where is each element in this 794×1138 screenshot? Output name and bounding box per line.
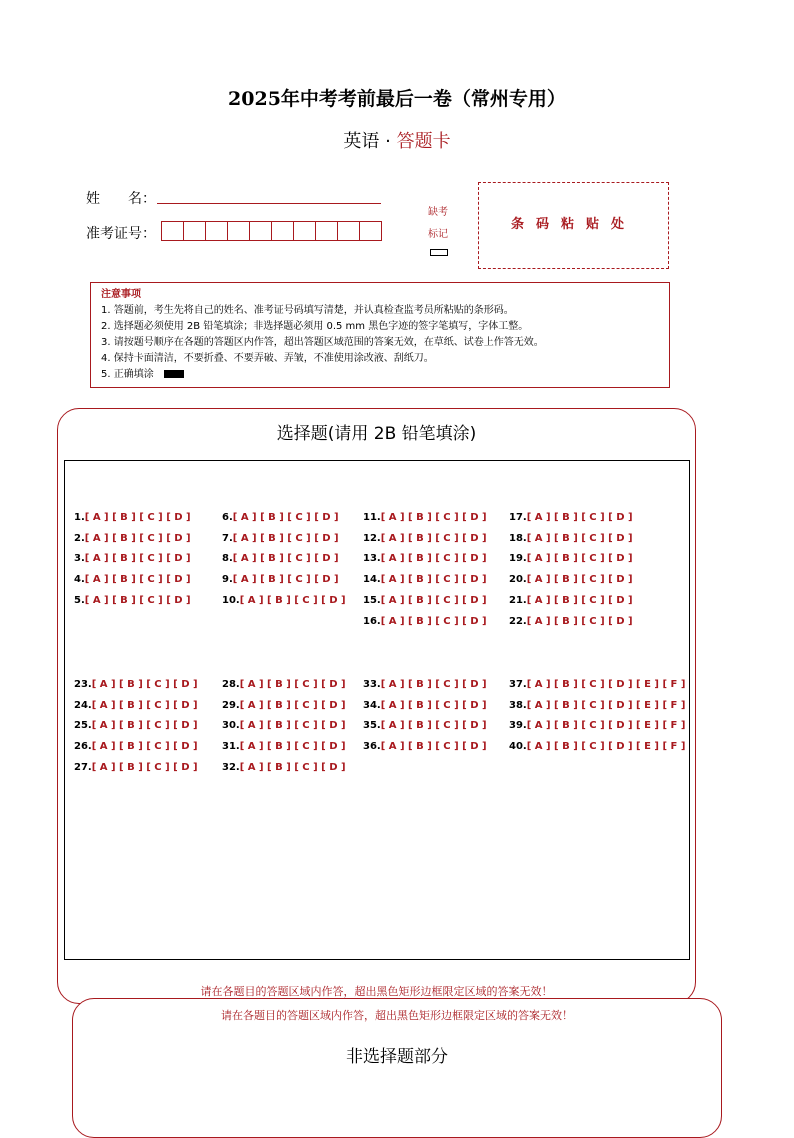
card-type-label: 答题卡 [396,131,451,152]
id-digit-box[interactable] [315,221,338,241]
question-number: 4. [74,574,85,585]
question-number: 38. [509,700,527,711]
notice-item: 3. 请按题号顺序在各题的答题区内作答，超出答题区域范围的答案无效，在草纸、试卷上作答无效。 [101,337,544,348]
question-row [222,574,339,585]
question-row [509,720,685,731]
notice-item-5 [101,367,659,383]
answer-options[interactable]: [ A ] [ B ] [ C ] [ D ] [84,533,191,544]
question-number: 31. [222,741,240,752]
answer-options[interactable]: [ A ] [ B ] [ C ] [ D ] [526,512,633,523]
page-subtitle [0,127,794,153]
answer-options[interactable]: [ A ] [ B ] [ C ] [ D ] [380,595,487,606]
question-number: 35. [363,720,381,731]
question-number: 36. [363,741,381,752]
question-row [509,700,685,711]
question-number: 8. [222,553,233,564]
non-choice-warning: 请在各题目的答题区域内作答，超出黑色矩形边框限定区域的答案无效！ [221,1009,573,1022]
question-number: 37. [509,679,527,690]
question-number: 39. [509,720,527,731]
question-row [222,762,346,773]
id-number-boxes[interactable] [161,221,381,241]
question-row [74,595,191,606]
answer-options[interactable]: [ A ] [ B ] [ C ] [ D ] [91,720,198,731]
subtitle-dot: · [385,131,391,152]
notice-box [90,282,670,388]
answer-options[interactable]: [ A ] [ B ] [ C ] [ D ] [91,741,198,752]
name-label: 姓 名： [86,191,156,207]
answer-options[interactable]: [ A ] [ B ] [ C ] [ D ] [239,741,346,752]
answer-options[interactable]: [ A ] [ B ] [ C ] [ D ] [232,574,339,585]
question-row [509,533,633,544]
question-number: 40. [509,741,527,752]
question-number: 20. [509,574,527,585]
notice-item: 4. 保持卡面清洁，不要折叠、不要弄破、弄皱，不准使用涂改液、刮纸刀。 [101,353,434,364]
id-digit-box[interactable] [205,221,228,241]
question-row [363,553,487,564]
notice-item: 2. 选择题必须使用 2B 铅笔填涂；非选择题必须用 0.5 mm 黑色字迹的签字笔填写，字体工整。 [101,321,529,332]
question-row [222,700,346,711]
question-row [363,741,487,752]
answer-options[interactable]: [ A ] [ B ] [ C ] [ D ] [380,616,487,627]
question-number: 6. [222,512,233,523]
page-title: 2025年中考考前最后一卷（常州专用） [228,88,566,110]
answer-options[interactable]: [ A ] [ B ] [ C ] [ D ] [232,533,339,544]
answer-options[interactable]: [ A ] [ B ] [ C ] [ D ] [239,720,346,731]
answer-options[interactable]: [ A ] [ B ] [ C ] [ D ] [ E ] [ F ] [526,741,686,752]
answer-options[interactable]: [ A ] [ B ] [ C ] [ D ] [ E ] [ F ] [526,720,686,731]
answer-options[interactable]: [ A ] [ B ] [ C ] [ D ] [91,700,198,711]
question-number: 3. [74,553,85,564]
question-number: 1. [74,512,85,523]
absent-label-line1: 缺考 [428,207,448,218]
question-row [74,741,198,752]
question-number: 14. [363,574,381,585]
question-number: 33. [363,679,381,690]
question-row [363,679,487,690]
question-row [74,574,191,585]
id-digit-box[interactable] [359,221,382,241]
non-choice-section-title: 非选择题部分 [346,1047,448,1067]
absent-label-line2: 标记 [428,229,448,240]
question-row [222,741,346,752]
choice-section-title: 选择题(请用 2B 铅笔填涂) [276,424,477,444]
question-row [363,574,487,585]
question-row [509,512,633,523]
answer-options[interactable]: [ A ] [ B ] [ C ] [ D ] [232,553,339,564]
question-number: 32. [222,762,240,773]
answer-options[interactable]: [ A ] [ B ] [ C ] [ D ] [84,553,191,564]
question-number: 25. [74,720,92,731]
correct-fill-example [164,370,184,378]
answer-options[interactable]: [ A ] [ B ] [ C ] [ D ] [526,533,633,544]
question-number: 16. [363,616,381,627]
question-number: 19. [509,553,527,564]
id-digit-box[interactable] [161,221,184,241]
answer-options[interactable]: [ A ] [ B ] [ C ] [ D ] [239,595,346,606]
answer-options[interactable]: [ A ] [ B ] [ C ] [ D ] [380,741,487,752]
question-number: 24. [74,700,92,711]
id-digit-box[interactable] [183,221,206,241]
question-row [363,700,487,711]
answer-options[interactable]: [ A ] [ B ] [ C ] [ D ] [526,595,633,606]
question-number: 2. [74,533,85,544]
question-row [222,679,346,690]
answer-options[interactable]: [ A ] [ B ] [ C ] [ D ] [380,679,487,690]
question-number: 11. [363,512,381,523]
question-row [74,533,191,544]
answer-options[interactable]: [ A ] [ B ] [ C ] [ D ] [84,595,191,606]
answer-options[interactable]: [ A ] [ B ] [ C ] [ D ] [91,679,198,690]
question-number: 7. [222,533,233,544]
question-row [509,741,685,752]
question-row [222,512,339,523]
subject-label: 英语 [343,131,380,152]
question-row [74,679,198,690]
question-row [509,553,633,564]
question-number: 34. [363,700,381,711]
name-field[interactable] [157,203,381,204]
answer-options[interactable]: [ A ] [ B ] [ C ] [ D ] [239,700,346,711]
id-digit-box[interactable] [227,221,250,241]
question-row [509,616,633,627]
question-row [74,512,191,523]
question-row [363,720,487,731]
question-row [509,574,633,585]
answer-options[interactable]: [ A ] [ B ] [ C ] [ D ] [380,512,487,523]
question-number: 17. [509,512,527,523]
answer-options[interactable]: [ A ] [ B ] [ C ] [ D ] [380,533,487,544]
answer-options[interactable]: [ A ] [ B ] [ C ] [ D ] [84,574,191,585]
choice-warning: 请在各题目的答题区域内作答，超出黑色矩形边框限定区域的答案无效！ [200,985,553,998]
question-number: 9. [222,574,233,585]
notice-item: 5. 正确填涂 [101,369,154,380]
question-number: 13. [363,553,381,564]
question-row [222,720,346,731]
question-number: 15. [363,595,381,606]
answer-options[interactable]: [ A ] [ B ] [ C ] [ D ] [232,512,339,523]
answer-options[interactable]: [ A ] [ B ] [ C ] [ D ] [239,679,346,690]
id-digit-box[interactable] [271,221,294,241]
answer-options[interactable]: [ A ] [ B ] [ C ] [ D ] [ E ] [ F ] [526,700,686,711]
answer-options[interactable]: [ A ] [ B ] [ C ] [ D ] [380,720,487,731]
question-number: 29. [222,700,240,711]
question-row [74,762,198,773]
absent-label [424,202,452,246]
id-digit-box[interactable] [337,221,360,241]
question-number: 30. [222,720,240,731]
answer-options[interactable]: [ A ] [ B ] [ C ] [ D ] [526,553,633,564]
id-label: 准考证号： [86,226,156,242]
question-row [363,512,487,523]
id-digit-box[interactable] [293,221,316,241]
question-number: 27. [74,762,92,773]
question-row [74,553,191,564]
answer-options[interactable]: [ A ] [ B ] [ C ] [ D ] [380,700,487,711]
answer-options[interactable]: [ A ] [ B ] [ C ] [ D ] [380,553,487,564]
question-number: 5. [74,595,85,606]
question-number: 28. [222,679,240,690]
barcode-area [478,182,669,269]
answer-options[interactable]: [ A ] [ B ] [ C ] [ D ] [239,762,346,773]
answer-options[interactable]: [ A ] [ B ] [ C ] [ D ] [ E ] [ F ] [526,679,686,690]
question-row [509,679,685,690]
answer-options[interactable]: [ A ] [ B ] [ C ] [ D ] [526,574,633,585]
question-number: 10. [222,595,240,606]
question-number: 22. [509,616,527,627]
question-number: 12. [363,533,381,544]
answer-options[interactable]: [ A ] [ B ] [ C ] [ D ] [91,762,198,773]
question-row [74,720,198,731]
question-number: 21. [509,595,527,606]
id-digit-box[interactable] [249,221,272,241]
question-number: 23. [74,679,92,690]
absent-mark-box[interactable] [430,249,448,256]
question-row [363,616,487,627]
question-number: 26. [74,741,92,752]
question-row [363,533,487,544]
notice-heading: 注意事项 [101,289,141,300]
question-row [222,533,339,544]
question-row [363,595,487,606]
barcode-label: 条码粘贴处 [510,217,636,232]
question-row [74,700,198,711]
answer-options[interactable]: [ A ] [ B ] [ C ] [ D ] [526,616,633,627]
question-number: 18. [509,533,527,544]
question-row [222,553,339,564]
question-row [222,595,346,606]
answer-options[interactable]: [ A ] [ B ] [ C ] [ D ] [380,574,487,585]
question-row [509,595,633,606]
answer-options[interactable]: [ A ] [ B ] [ C ] [ D ] [84,512,191,523]
notice-item: 1. 答题前，考生先将自己的姓名、准考证号码填写清楚，并认真检查监考员所粘贴的条形码。 [101,305,514,316]
